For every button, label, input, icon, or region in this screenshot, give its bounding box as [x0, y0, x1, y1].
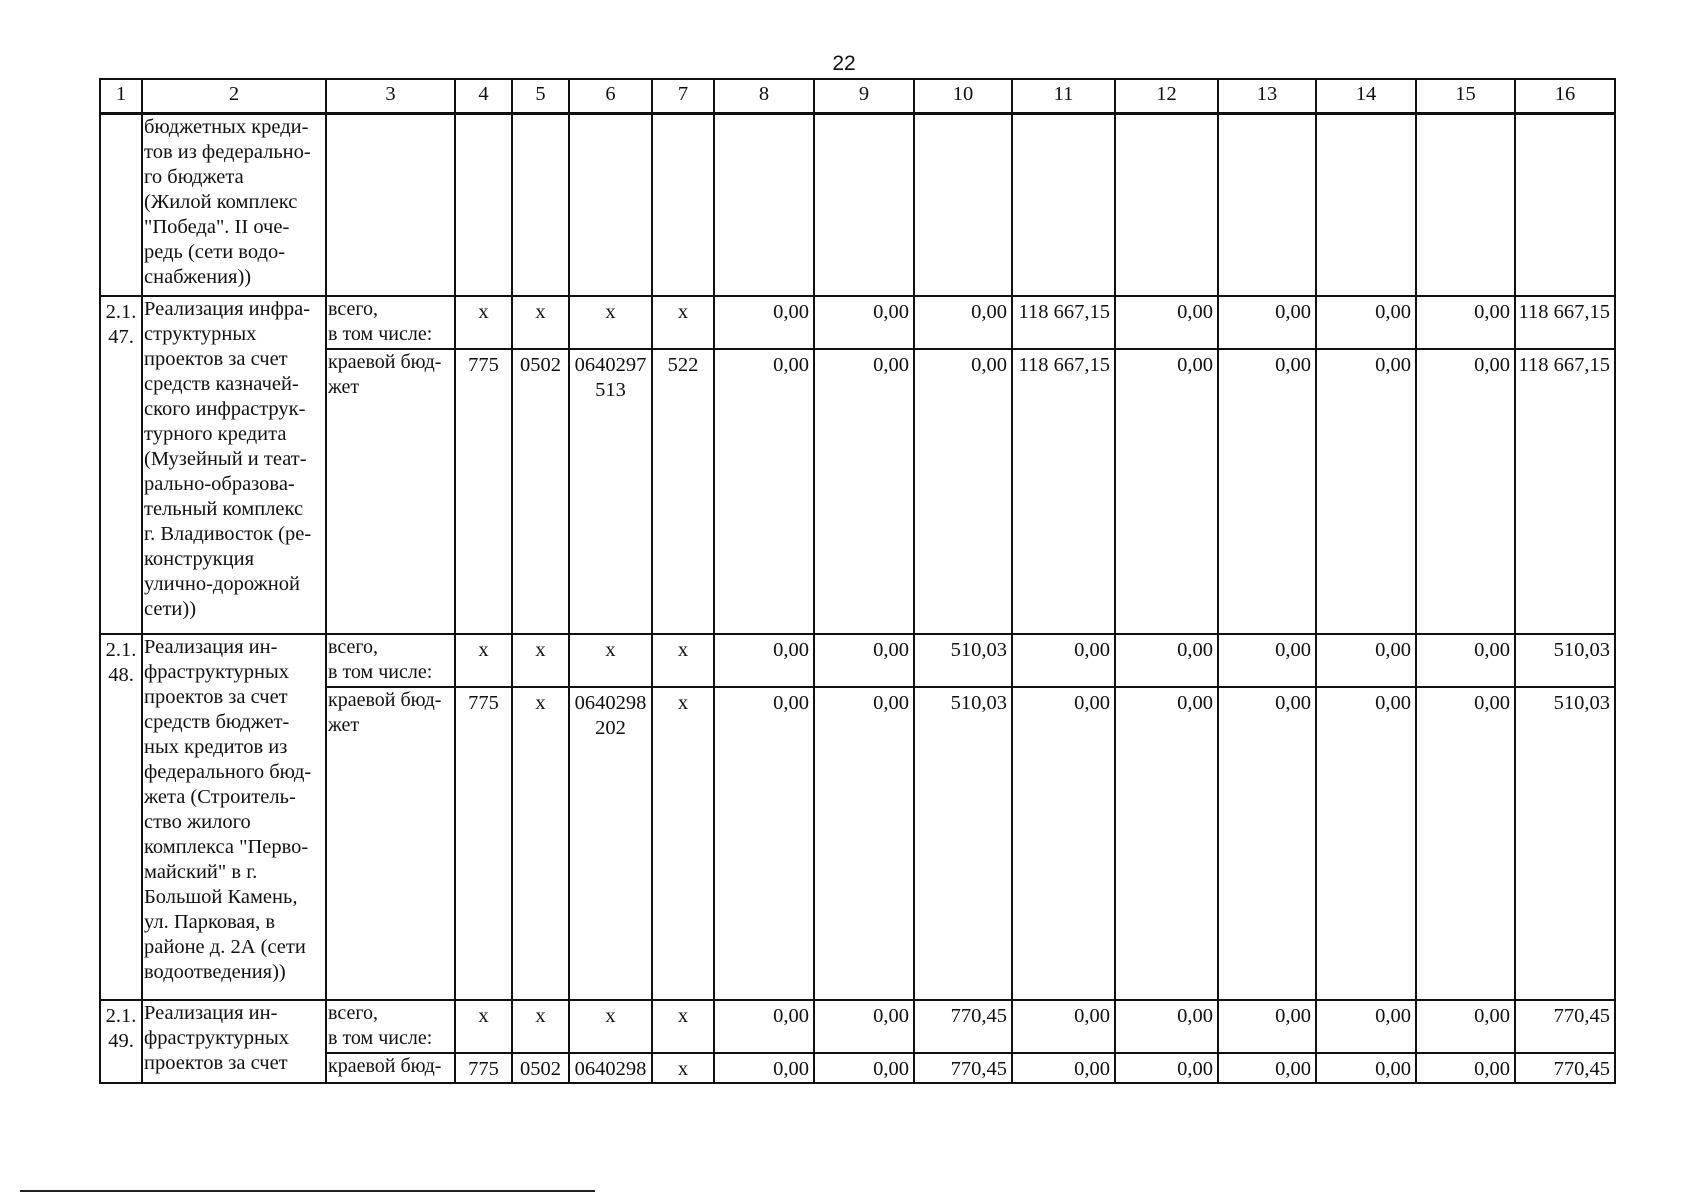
amount-cell: 118 667,15 — [1012, 296, 1115, 349]
continuation-row — [100, 114, 1615, 296]
column-header: 12 — [1115, 79, 1218, 114]
item-name: Реализация инфра- структурных проектов за счет средств казначей- ского инфраструк- турного кредита (Музейный и теат- рально-образова- тельный комплекс г. Владивосток (ре- конструкция улично-дорожной сети)) — [142, 296, 326, 634]
amount-cell: 118 667,15 — [1515, 349, 1615, 634]
item-total-row — [100, 1000, 1615, 1053]
code-cell: x — [652, 1053, 714, 1083]
code-cell: x — [652, 1000, 714, 1053]
funding-source: краевой бюд- жет — [326, 349, 455, 634]
item-budget-row — [100, 687, 1615, 1000]
code-cell: x — [569, 296, 652, 349]
code-cell: x — [455, 296, 512, 349]
amount-cell: 0,00 — [814, 1053, 914, 1083]
amount-cell: 770,45 — [914, 1000, 1012, 1053]
amount-cell: 0,00 — [714, 1000, 814, 1053]
code-cell: x — [652, 296, 714, 349]
code-cell: 522 — [652, 349, 714, 634]
amount-cell: 0,00 — [1218, 687, 1316, 1000]
item-total-row — [100, 296, 1615, 349]
funding-source: всего, в том числе: — [326, 1000, 455, 1053]
column-header: 15 — [1416, 79, 1515, 114]
item-index: 2.1. 47. — [100, 296, 142, 634]
amount-cell: 0,00 — [1012, 1053, 1115, 1083]
amount-cell: 118 667,15 — [1515, 296, 1615, 349]
amount-cell: 0,00 — [1218, 634, 1316, 687]
code-cell: x — [569, 634, 652, 687]
code-cell: 775 — [455, 1053, 512, 1083]
amount-cell: 0,00 — [814, 634, 914, 687]
amount-cell: 0,00 — [814, 687, 914, 1000]
amount-cell: 0,00 — [1218, 1053, 1316, 1083]
amount-cell: 770,45 — [1515, 1053, 1615, 1083]
item-name: Реализация ин- фраструктурных проектов за счет средств бюджет- ных кредитов из федерального бюд- жета (Строитель- ство жилого комплекса "Перво- майский" в г. Большой Камень, ул. Парковая, в районе д. 2А (сети водоотведения)) — [142, 634, 326, 1000]
column-header: 3 — [326, 79, 455, 114]
column-header: 9 — [814, 79, 914, 114]
amount-cell: 0,00 — [814, 296, 914, 349]
code-cell: x — [455, 634, 512, 687]
amount-cell: 0,00 — [1012, 1000, 1115, 1053]
item-total-row — [100, 634, 1615, 687]
amount-cell: 770,45 — [914, 1053, 1012, 1083]
amount-cell: 0,00 — [814, 1000, 914, 1053]
amount-cell: 0,00 — [1218, 296, 1316, 349]
amount-cell: 0,00 — [1115, 687, 1218, 1000]
amount-cell: 0,00 — [914, 296, 1012, 349]
amount-cell: 0,00 — [1316, 296, 1416, 349]
code-cell: x — [569, 1000, 652, 1053]
item-name: Реализация ин- фраструктурных проектов за счет — [142, 1000, 326, 1083]
funding-source: краевой бюд- жет — [326, 687, 455, 1000]
column-header: 13 — [1218, 79, 1316, 114]
column-header: 8 — [714, 79, 814, 114]
page-number: 22 — [832, 52, 856, 75]
column-header: 7 — [652, 79, 714, 114]
column-header: 4 — [455, 79, 512, 114]
amount-cell: 0,00 — [714, 1053, 814, 1083]
column-header: 11 — [1012, 79, 1115, 114]
code-cell: 775 — [455, 349, 512, 634]
amount-cell: 118 667,15 — [1012, 349, 1115, 634]
amount-cell: 0,00 — [1115, 1053, 1218, 1083]
amount-cell: 510,03 — [1515, 687, 1615, 1000]
amount-cell: 0,00 — [1416, 1053, 1515, 1083]
funding-source: всего, в том числе: — [326, 634, 455, 687]
amount-cell: 0,00 — [714, 349, 814, 634]
column-header: 2 — [142, 79, 326, 114]
amount-cell: 0,00 — [1316, 687, 1416, 1000]
code-cell: x — [512, 687, 569, 1000]
column-header: 10 — [914, 79, 1012, 114]
item-name: бюджетных креди- тов из федерально- го бюджета (Жилой комплекс "Победа". II оче- редь (сети водо- снабжения)) — [142, 114, 326, 296]
amount-cell: 510,03 — [1515, 634, 1615, 687]
item-budget-row — [100, 1053, 1615, 1083]
code-cell: 775 — [455, 687, 512, 1000]
column-header: 1 — [100, 79, 142, 114]
footer-divider — [20, 1190, 595, 1192]
amount-cell: 510,03 — [914, 687, 1012, 1000]
amount-cell: 0,00 — [1012, 634, 1115, 687]
amount-cell: 0,00 — [1218, 1000, 1316, 1053]
code-cell: 0640297 513 — [569, 349, 652, 634]
amount-cell: 0,00 — [1115, 349, 1218, 634]
funding-source: краевой бюд- — [326, 1053, 455, 1083]
code-cell: 0640298 — [569, 1053, 652, 1083]
amount-cell: 0,00 — [714, 634, 814, 687]
amount-cell: 0,00 — [1316, 634, 1416, 687]
code-cell: 0502 — [512, 1053, 569, 1083]
code-cell: x — [512, 1000, 569, 1053]
amount-cell: 0,00 — [1218, 349, 1316, 634]
item-budget-row — [100, 349, 1615, 634]
amount-cell: 0,00 — [1416, 296, 1515, 349]
code-cell: x — [652, 634, 714, 687]
budget-table — [99, 78, 1616, 1084]
header-row — [100, 79, 1615, 114]
column-header: 14 — [1316, 79, 1416, 114]
amount-cell: 0,00 — [1115, 634, 1218, 687]
amount-cell: 0,00 — [1115, 1000, 1218, 1053]
amount-cell: 0,00 — [914, 349, 1012, 634]
code-cell: 0640298 202 — [569, 687, 652, 1000]
amount-cell: 0,00 — [814, 349, 914, 634]
column-header: 5 — [512, 79, 569, 114]
amount-cell: 0,00 — [1316, 349, 1416, 634]
amount-cell: 0,00 — [714, 687, 814, 1000]
amount-cell: 0,00 — [1416, 634, 1515, 687]
funding-source: всего, в том числе: — [326, 296, 455, 349]
column-header: 6 — [569, 79, 652, 114]
amount-cell: 770,45 — [1515, 1000, 1615, 1053]
code-cell: x — [455, 1000, 512, 1053]
amount-cell: 510,03 — [914, 634, 1012, 687]
item-index: 2.1. 49. — [100, 1000, 142, 1083]
amount-cell: 0,00 — [1115, 296, 1218, 349]
column-header: 16 — [1515, 79, 1615, 114]
code-cell: x — [652, 687, 714, 1000]
item-index: 2.1. 48. — [100, 634, 142, 1000]
code-cell: x — [512, 296, 569, 349]
amount-cell: 0,00 — [1012, 687, 1115, 1000]
amount-cell: 0,00 — [1416, 1000, 1515, 1053]
code-cell: 0502 — [512, 349, 569, 634]
amount-cell: 0,00 — [1416, 687, 1515, 1000]
amount-cell: 0,00 — [1316, 1053, 1416, 1083]
code-cell: x — [512, 634, 569, 687]
amount-cell: 0,00 — [714, 296, 814, 349]
amount-cell: 0,00 — [1316, 1000, 1416, 1053]
amount-cell: 0,00 — [1416, 349, 1515, 634]
